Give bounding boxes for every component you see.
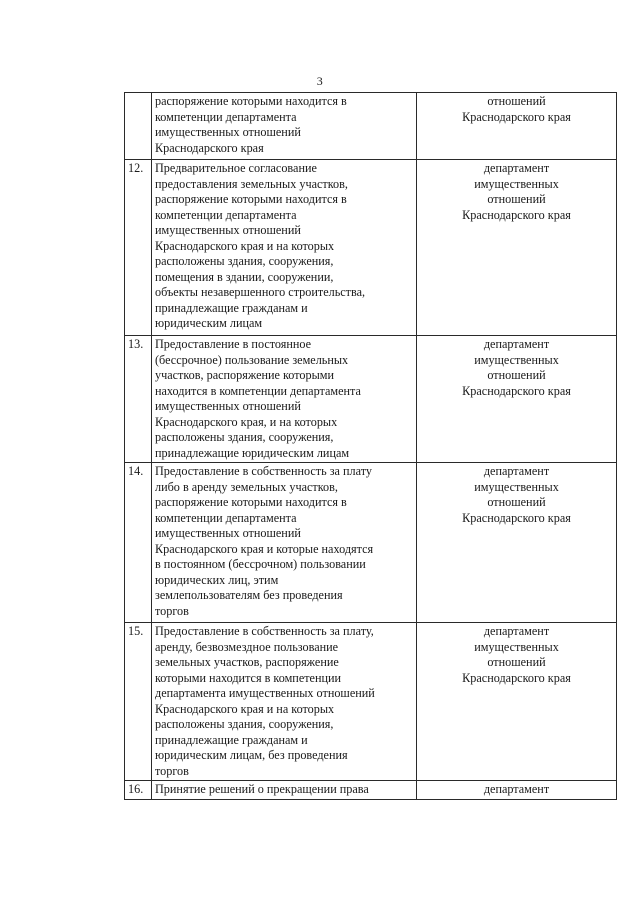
service-name: распоряжение которыми находится в компетенции департамента имущественных отношений Краснодарского края: [152, 93, 417, 160]
table-row: [125, 781, 617, 800]
services-table: [124, 92, 617, 800]
service-name: Принятие решений о прекращении права: [152, 781, 417, 800]
row-number: 15.: [125, 623, 152, 781]
row-number: 16.: [125, 781, 152, 800]
table-row: [125, 93, 617, 160]
row-number: 14.: [125, 463, 152, 623]
service-name: Предоставление в постоянное (бессрочное) пользование земельных участков, распоряжение которыми находится в компетенции департамента имущественных отношений Краснодарского края, и на которых расположены здания, сооружения, принадлежащие юридическим лицам: [152, 336, 417, 463]
service-name: Предоставление в собственность за плату либо в аренду земельных участков, распоряжение которыми находится в компетенции департамента имущественных отношений Краснодарского края и которые находятся в постоянном (бессрочном) пользовании юридических лиц, этим землепользователям без проведения торгов: [152, 463, 417, 623]
table-row: [125, 336, 617, 463]
page-number: 3: [316, 74, 324, 88]
table-row: [125, 623, 617, 781]
responsible-department: департамент имущественных отношений Краснодарского края: [417, 160, 617, 336]
responsible-department: отношений Краснодарского края: [417, 93, 617, 160]
row-number: 12.: [125, 160, 152, 336]
responsible-department: департамент имущественных отношений Краснодарского края: [417, 463, 617, 623]
table-row: [125, 160, 617, 336]
responsible-department: департамент: [417, 781, 617, 800]
service-name: Предварительное согласование предоставления земельных участков, распоряжение которыми находится в компетенции департамента имущественных отношений Краснодарского края и на которых расположены здания, сооружения, помещения в здании, сооружении, объекты незавершенного строительства, принадлежащие гражданам и юридическим лицам: [152, 160, 417, 336]
row-number: [125, 93, 152, 160]
responsible-department: департамент имущественных отношений Краснодарского края: [417, 336, 617, 463]
service-name: Предоставление в собственность за плату, аренду, безвозмездное пользование земельных участков, распоряжение которыми находится в компетенции департамента имущественных отношений Краснодарского края и на которых расположены здания, сооружения, принадлежащие гражданам и юридическим лицам, без проведения торгов: [152, 623, 417, 781]
table-row: [125, 463, 617, 623]
responsible-department: департамент имущественных отношений Краснодарского края: [417, 623, 617, 781]
row-number: 13.: [125, 336, 152, 463]
